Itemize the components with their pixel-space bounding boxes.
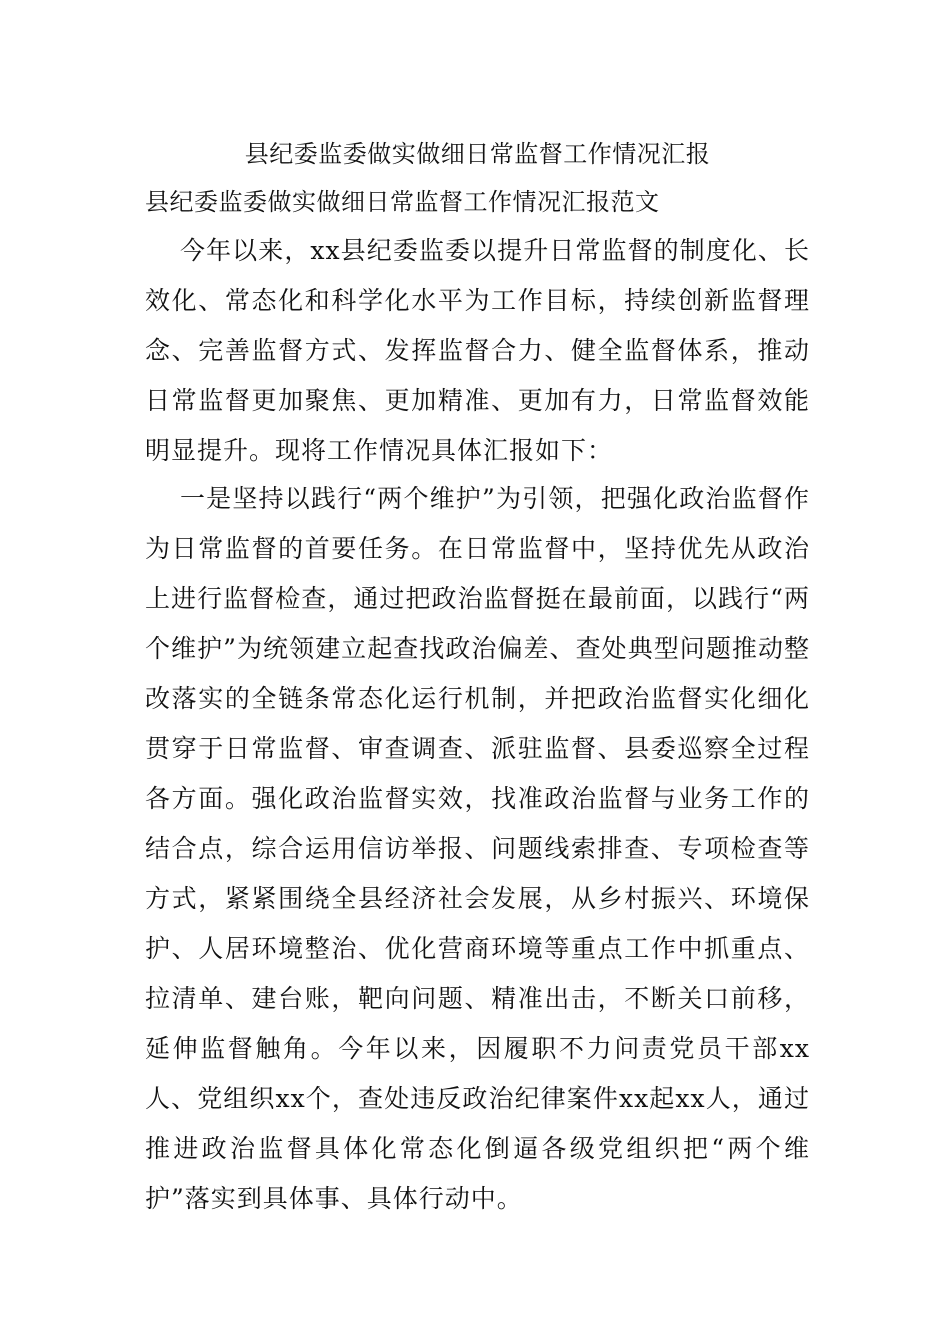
document-subtitle: 县纪委监委做实做细日常监督工作情况汇报范文 — [145, 188, 660, 216]
paragraph-intro: 今年以来，xx县纪委监委以提升日常监督的制度化、长效化、常态化和科学化水平为工作目标，持续创新监督理念、完善监督方式、发挥监督合力、健全监督体系，推动日常监督更加聚焦、更加精准、更加有力，日常监督效能明显提升。现将工作情况具体汇报如下： — [145, 236, 810, 465]
paragraph-political-supervision: 一是坚持以践行“两个维护”为引领，把强化政治监督作为日常监督的首要任务。在日常监督中，坚持优先从政治上进行监督检查，通过把政治监督挺在最前面，以践行“两个维护”为统领建立起查找政治偏差、查处典型问题推动整改落实的全链条常态化运行机制，并把政治监督实化细化贯穿于日常监督、审查调查、派驻监督、县委巡察全过程各方面。强化政治监督实效，找准政治监督与业务工作的结合点，综合运用信访举报、问题线索排查、专项检查等方式，紧紧围绕全县经济社会发展，从乡村振兴、环境保护、人居环境整治、优化营商环境等重点工作中抓重点、拉清单、建台账，靶向问题、精准出击，不断关口前移，延伸监督触角。今年以来，因履职不力问责党员干部xx人、党组织xx个，查处违反政治纪律案件xx起xx人，通过推进政治监督具体化常态化倒逼各级党组织把“两个维护”落实到具体事、具体行动中。 — [145, 484, 810, 1213]
document-title: 县纪委监委做实做细日常监督工作情况汇报 — [244, 140, 711, 168]
